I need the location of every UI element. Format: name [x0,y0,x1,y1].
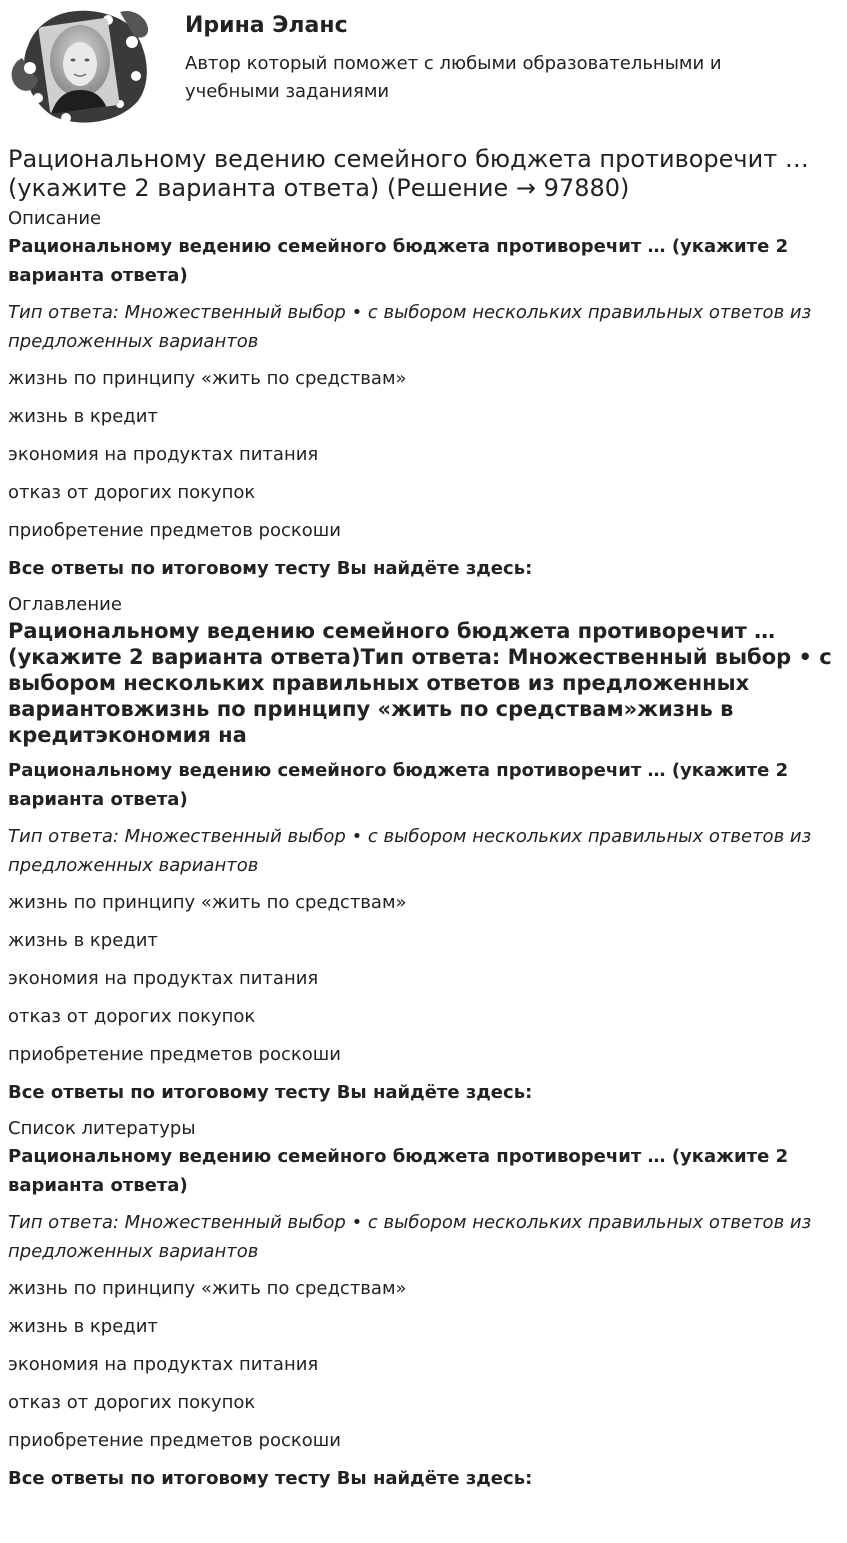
author-description: Автор который поможет с любыми образовательными и учебными заданиями [185,53,722,102]
bibliography-section [8,1115,838,1493]
answer-option: отказ от дорогих покупок [8,1392,256,1413]
answer-type: Тип ответа: Множественный выбор • с выбором нескольких правильных ответов из предложенных вариантов [8,826,812,876]
description-section [8,205,838,583]
answer-option: жизнь в кредит [8,406,158,427]
main-content [8,145,838,1501]
answer-option: жизнь в кредит [8,1316,158,1337]
answer-option: жизнь по принципу «жить по средствам» [8,892,407,913]
toc-heading: Рациональному ведению семейного бюджета противоречит … (укажите 2 варианта ответа)Тип ответа: Множественный выбор • с выбором нескольких правильных ответов из предложенных вариантовжизнь по принципу «жить по средствам»жизнь в кредитэкономия на [8,619,832,747]
answer-type: Тип ответа: Множественный выбор • с выбором нескольких правильных ответов из предложенных вариантов [8,1212,812,1262]
page-title: Рациональному ведению семейного бюджета противоречит … (укажите 2 варианта ответа) (Решение → 97880) [8,145,809,202]
bibliography-label: Список литературы [8,1118,196,1139]
answer-option: жизнь по принципу «жить по средствам» [8,1278,407,1299]
all-answers-note: Все ответы по итоговому тесту Вы найдёте здесь: [8,1082,533,1103]
answer-option: экономия на продуктах питания [8,1354,319,1375]
answer-option: отказ от дорогих покупок [8,482,256,503]
all-answers-note: Все ответы по итоговому тесту Вы найдёте здесь: [8,1468,533,1489]
description-label: Описание [8,208,102,229]
answer-option: экономия на продуктах питания [8,444,319,465]
question-text: Рациональному ведению семейного бюджета противоречит … (укажите 2 варианта ответа) [8,760,789,810]
answer-option: приобретение предметов роскоши [8,520,341,541]
question-text: Рациональному ведению семейного бюджета противоречит … (укажите 2 варианта ответа) [8,1146,789,1196]
author-avatar[interactable] [8,6,153,128]
author-name[interactable]: Ирина Эланс [185,13,348,38]
all-answers-note: Все ответы по итоговому тесту Вы найдёте здесь: [8,558,533,579]
answer-option: экономия на продуктах питания [8,968,319,989]
toc-section [8,591,838,1107]
toc-label: Оглавление [8,594,122,615]
answer-option: приобретение предметов роскоши [8,1044,341,1065]
answer-option: отказ от дорогих покупок [8,1006,256,1027]
answer-option: жизнь в кредит [8,930,158,951]
question-text: Рациональному ведению семейного бюджета противоречит … (укажите 2 варианта ответа) [8,236,789,286]
answer-option: приобретение предметов роскоши [8,1430,341,1451]
answer-option: жизнь по принципу «жить по средствам» [8,368,407,389]
author-card [8,6,838,128]
answer-type: Тип ответа: Множественный выбор • с выбором нескольких правильных ответов из предложенных вариантов [8,302,812,352]
